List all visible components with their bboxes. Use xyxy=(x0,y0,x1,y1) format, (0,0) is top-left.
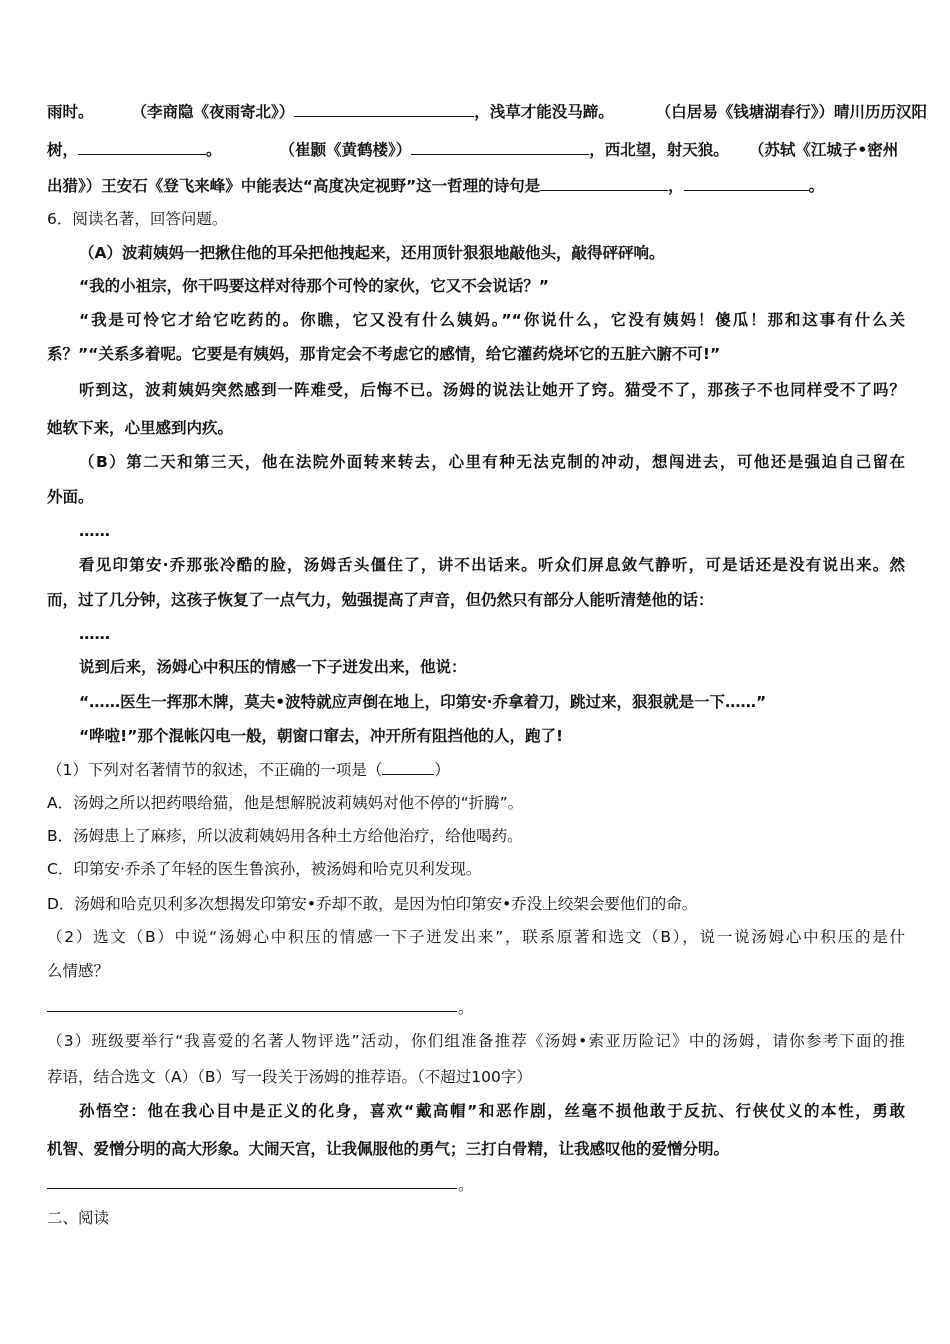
sub-question-3: （3）班级要举行“我喜爱的名著人物评选”活动，你们组准备推荐《汤姆•索亚历险记》中的汤姆，请你参考下面的推 xyxy=(47,1032,905,1050)
question-text: ） xyxy=(434,761,450,779)
poem-fill-line-2 xyxy=(47,138,905,162)
passage-line: 她软下来，心里感到内疚。 xyxy=(47,419,234,437)
passage-line: 系？”“关系多着呢。它要是有姨妈，那肯定会不考虑它的感情，给它灌药烧坏它的五脏六腑不可!” xyxy=(47,345,721,363)
passage-line: 听到这，波莉姨妈突然感到一阵难受，后悔不已。汤姆的说法让她开了窍。猫受不了，那孩子不也同样受不了吗？ xyxy=(79,381,905,399)
example-recommendation: 机智、爱憎分明的高大形象。大闹天宫，让我佩服他的勇气；三打白骨精，让我感叹他的爱憎分明。 xyxy=(47,1140,730,1158)
passage-line: …… xyxy=(79,522,110,540)
option-a: A．汤姆之所以把药喂给猫，他是想解脱波莉姨妈对他不停的“折腾”。 xyxy=(47,794,524,812)
text: ，西北望，射天狼。 xyxy=(589,141,729,159)
sub-question-1 xyxy=(47,758,905,782)
text: 。 xyxy=(808,177,825,195)
answer-end: 。 xyxy=(458,999,474,1017)
answer-blank[interactable] xyxy=(684,174,809,191)
text: 雨时。 xyxy=(47,103,94,121)
answer-blank[interactable] xyxy=(294,100,474,117)
source: （崔颢《黄鹤楼》） xyxy=(279,141,412,159)
poem-fill-line-1 xyxy=(47,100,928,124)
passage-line: 外面。 xyxy=(47,488,94,506)
option-b: B．汤姆患上了麻疹，所以波莉姨妈用各种土方给他治疗，给他喝药。 xyxy=(47,827,523,845)
passage-line: （A）波莉姨妈一把揪住他的耳朵把他拽起来，还用顶针狠狠地敲他头，敲得砰砰响。 xyxy=(79,244,665,262)
text: ， xyxy=(668,177,684,195)
option-c: C．印第安·乔杀了年轻的医生鲁滨孙，被汤姆和哈克贝利发现。 xyxy=(47,860,482,878)
example-recommendation: 孙悟空：他在我心目中是正义的化身，喜欢“戴高帽”和恶作剧，丝毫不损他敢于反抗、行侠仗义的本性，勇敢 xyxy=(79,1102,905,1120)
text: 树， xyxy=(47,141,79,159)
sub-question-2: （2）选文（B）中说“汤姆心中积压的情感一下子迸发出来”，联系原著和选文（B），说一说汤姆心中积压的是什 xyxy=(47,928,905,946)
source: （白居易《钱塘湖春行》）晴川历历汉阳 xyxy=(655,103,928,121)
answer-line[interactable] xyxy=(47,1188,457,1189)
text: 出猎》）王安石《登飞来峰》中能表达“高度决定视野”这一哲理的诗句是 xyxy=(47,177,541,195)
source: （李商隐《夜雨寄北》） xyxy=(131,103,295,121)
passage-line: “哗啦!”那个混帐闪电一般，朝窗口窜去，冲开所有阻挡他的人，跑了! xyxy=(79,727,564,745)
passage-line: （B）第二天和第三天，他在法院外面转来转去，心里有种无法克制的冲动，想闯进去，可他还是强迫自己留在 xyxy=(79,453,905,471)
question-text: （1）下列对名著情节的叙述，不正确的一项是（ xyxy=(47,761,383,779)
sub-question-3: 荐语，结合选文（A）（B）写一段关于汤姆的推荐语。（不超过100字） xyxy=(47,1068,532,1086)
text: ，浅草才能没马蹄。 xyxy=(474,103,614,121)
passage-line: “我的小祖宗，你干吗要这样对待那个可怜的家伙，它又不会说话？” xyxy=(79,277,549,295)
passage-line: …… xyxy=(79,625,110,643)
question-6-heading: 6．阅读名著，回答问题。 xyxy=(47,210,228,228)
option-d: D．汤姆和哈克贝利多次想揭发印第安•乔却不敢，是因为怕印第安•乔没上绞架会要他们的命。 xyxy=(47,895,698,913)
poem-fill-line-3 xyxy=(47,174,905,198)
passage-line: 看见印第安·乔那张冷酷的脸，汤姆舌头僵住了，讲不出话来。听众们屏息敛气静听，可是话还是没有说出来。然 xyxy=(79,556,905,574)
source: （苏轼《江城子•密州 xyxy=(748,141,899,159)
answer-blank[interactable] xyxy=(382,758,434,775)
section-2-heading: 二、阅读 xyxy=(47,1209,110,1227)
answer-blank[interactable] xyxy=(78,138,206,155)
passage-line: “……医生一挥那木牌，莫夫•波特就应声倒在地上，印第安·乔拿着刀，跳过来，狠狠就是一下……” xyxy=(79,693,767,711)
passage-line: “我是可怜它才给它吃药的。你瞧，它又没有什么姨妈。”“你说什么，它没有姨妈！傻瓜！那和这事有什么关 xyxy=(79,311,905,329)
passage-line: 而，过了几分钟，这孩子恢复了一点气力，勉强提高了声音，但仍然只有部分人能听清楚他的话： xyxy=(47,591,714,609)
passage-line: 说到后来，汤姆心中积压的情感一下子迸发出来，他说： xyxy=(79,658,467,676)
answer-blank[interactable] xyxy=(411,138,589,155)
sub-question-2: 么情感？ xyxy=(47,962,110,980)
answer-blank[interactable] xyxy=(540,174,668,191)
text: 。 xyxy=(206,141,222,159)
answer-end: 。 xyxy=(458,1176,474,1194)
answer-line[interactable] xyxy=(47,1011,457,1012)
